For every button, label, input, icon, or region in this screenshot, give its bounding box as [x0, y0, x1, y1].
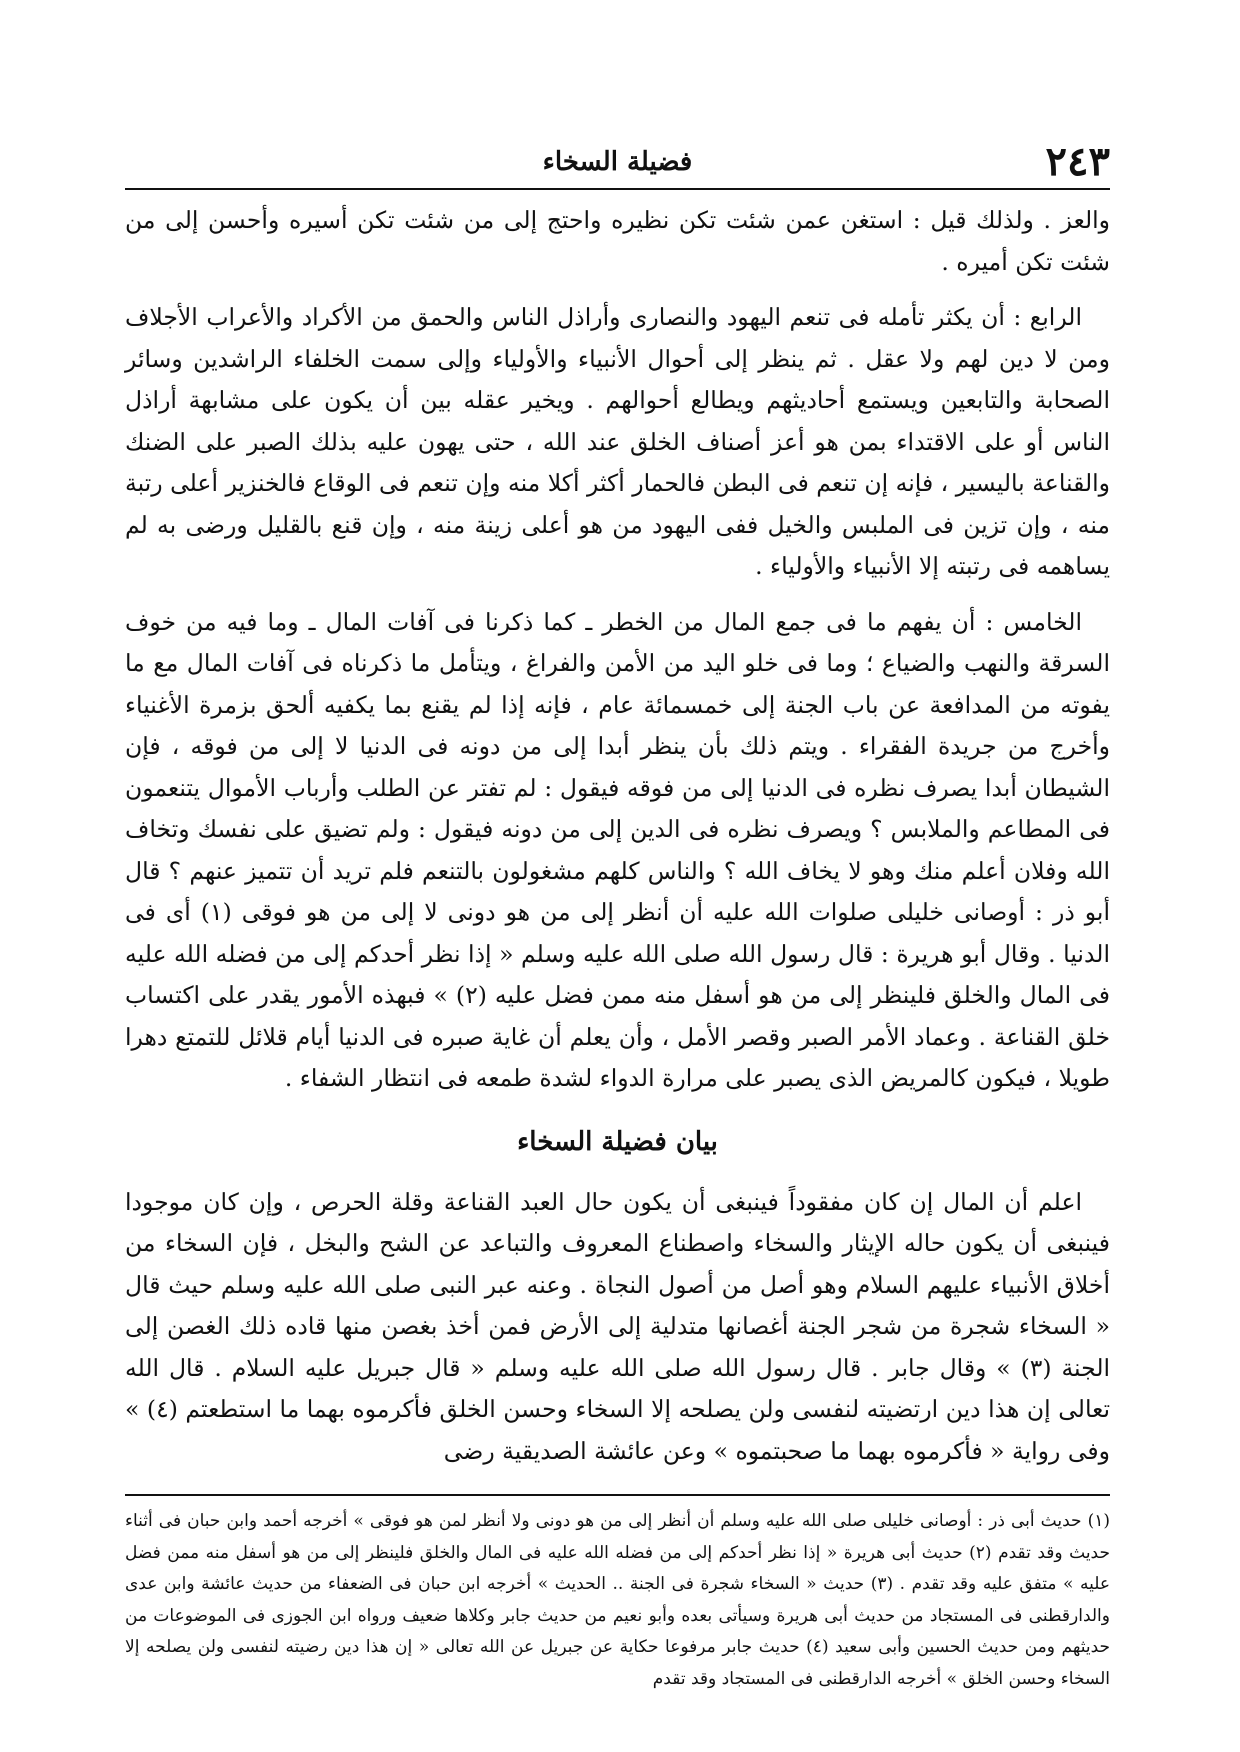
footnote-divider [125, 1494, 1110, 1496]
page-number: ٢٤٣ [1045, 138, 1110, 185]
running-title: فضيلة السخاء [542, 147, 693, 177]
footnote-text: (١) حديث أبى ذر : أوصانى خليلى صلى الله عليه وسلم أن أنظر إلى من هو دونى ولا أنظر لمن هو فوقى » أخرجه أحمد وابن حبان فى أثناء حديث وقد تقدم (٢) حديث أبى هريرة « إذا نظر أحدكم إلى من فضله الله عليه فى المال والخلق فلينظر إلى من هو أسفل منه ممن فضل عليه » متفق عليه وقد تقدم . (٣) حديث « السخاء شجرة فى الجنة .. الحديث » أخرجه ابن حبان فى الضعفاء من حديث عائشة وابن عدى والدارقطنى فى المستجاد من حديث أبى هريرة وسيأتى بعده وأبو نعيم من حديث جابر وكلاها ضعيف ورواه ابن الجوزى فى الموضوعات من حديثهم ومن حديث الحسين وأبى سعيد (٤) حديث جابر مرفوعا حكاية عن جبريل عن الله تعالى « إن هذا دين رضيته لنفسى ولن يصلحه إلا السخاء وحسن الخلق » أخرجه الدارقطنى فى المستجاد وقد تقدم [125, 1511, 1111, 1689]
paragraph-3: الخامس : أن يفهم ما فى جمع المال من الخطر ـ كما ذكرنا فى آفات المال ـ وما فيه من خوف السرقة والنهب والضياع ؛ وما فى خلو اليد من الأمن والفراغ ، ويتأمل ما ذكرناه فى آفات المال مع ما يفوته من المدافعة عن باب الجنة إلى خمسمائة عام ، فإنه إذا لم يقنع بما يكفيه ألحق بزمرة الأغنياء وأخرج من جريدة الفقراء . ويتم ذلك بأن ينظر أبدا إلى من دونه فى الدنيا لا إلى من فوقه ، فإن الشيطان أبدا يصرف نظره فى الدنيا إلى من فوقه فيقول : لم تفتر عن الطلب وأرباب الأموال يتنعمون فى المطاعم والملابس ؟ ويصرف نظره فى الدين إلى من دونه فيقول : ولم تضيق على نفسك وتخاف الله وفلان أعلم منك وهو لا يخاف الله ؟ والناس كلهم مشغولون بالتنعم فلم تريد أن تتميز عنهم ؟ قال أبو ذر : أوصانى خليلى صلوات الله عليه أن أنظر إلى من هو دونى لا إلى من هو فوقى (١) أى فى الدنيا . وقال أبو هريرة : قال رسول الله صلى الله عليه وسلم « إذا نظر أحدكم إلى من فضله الله عليه فى المال والخلق فلينظر إلى من هو أسفل منه ممن فضل عليه (٢) » فبهذه الأمور يقدر على اكتساب خلق القناعة . وعماد الأمر الصبر وقصر الأمل ، وأن يعلم أن غاية صبره فى الدنيا أيام قلائل للتمتع دهرا طويلا ، فيكون كالمريض الذى يصبر على مرارة الدواء لشدة طمعه فى انتظار الشفاء . [125, 607, 1111, 1092]
paragraph-2: الرابع : أن يكثر تأمله فى تنعم اليهود والنصارى وأراذل الناس والحمق من الأكراد والأعراب الأجلاف ومن لا دين لهم ولا عقل . ثم ينظر إلى أحوال الأنبياء والأولياء وإلى سمت الخلفاء الراشدين وسائر الصحابة والتابعين ويستمع أحاديثهم ويطالع أحوالهم . ويخير عقله بين أن يكون على مشابهة أراذل الناس أو على الاقتداء بمن هو أعز أصناف الخلق عند الله ، حتى يهون عليه بذلك الصبر على الضنك والقناعة باليسير ، فإنه إن تنعم فى البطن فالحمار أكثر أكلا منه وإن تنعم فى الوقاع فالخنزير أعلى رتبة منه ، وإن تزين فى الملبس والخيل ففى اليهود من هو أعلى زينة منه ، وإن قنع بالقليل ورضى به لم يساهمه فى رتبته إلا الأنبياء والأولياء . [125, 303, 1110, 580]
footnotes [125, 1506, 1110, 1695]
paragraph-1: والعز . ولذلك قيل : استغن عمن شئت تكن نظيره واحتج إلى من شئت تكن أسيره وأحسن إلى من شئت تكن أميره . [125, 206, 1110, 276]
paragraph-4: اعلم أن المال إن كان مفقوداً فينبغى أن يكون حال العبد القناعة وقلة الحرص ، وإن كان موجودا فينبغى أن يكون حاله الإيثار والسخاء واصطناع المعروف والتباعد عن الشح والبخل ، فإن السخاء من أخلاق الأنبياء عليهم السلام وهو أصل من أصول النجاة . وعنه عبر النبى صلى الله عليه وسلم حيث قال « السخاء شجرة من شجر الجنة أغصانها متدلية إلى الأرض فمن أخذ بغصن منها قاده ذلك الغصن إلى الجنة (٣) » وقال جابر . قال رسول الله صلى الله عليه وسلم « قال جبريل عليه السلام . قال الله تعالى إن هذا دين ارتضيته لنفسى ولن يصلحه إلا السخاء وحسن الخلق فأكرموه بهما ما استطعتم (٤) » وفى رواية « فأكرموه بهما ما صحبتموه » وعن عائشة الصديقية رضى [125, 1187, 1111, 1465]
running-header [125, 140, 1110, 190]
main-text [125, 200, 1110, 1472]
section-title: بيان فضيلة السخاء [517, 1126, 718, 1157]
